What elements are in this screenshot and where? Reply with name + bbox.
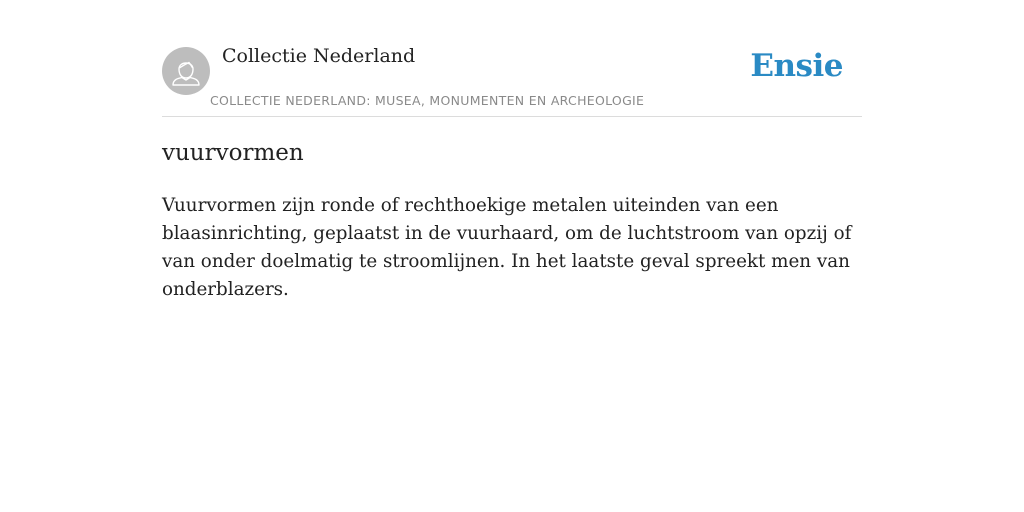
ensie-logo[interactable]: Ensie	[750, 48, 843, 84]
entry-definition: Vuurvormen zijn ronde of rechthoekige metalen uiteinden van een blaasinrichting, geplaatst in de vuurhaard, om de luchtstroom van opzij of van onder doelmatig te stroomlijnen. In het laatste geval spreekt men van onderblazers.	[162, 195, 852, 300]
user-avatar-icon[interactable]	[162, 47, 210, 95]
collection-subtitle[interactable]: COLLECTIE NEDERLAND: MUSEA, MONUMENTEN EN ARCHEOLOGIE	[210, 93, 645, 108]
entry-title: vuurvormen	[162, 140, 304, 166]
author-name-link[interactable]: Collectie Nederland	[222, 45, 416, 67]
page-header	[162, 0, 862, 117]
